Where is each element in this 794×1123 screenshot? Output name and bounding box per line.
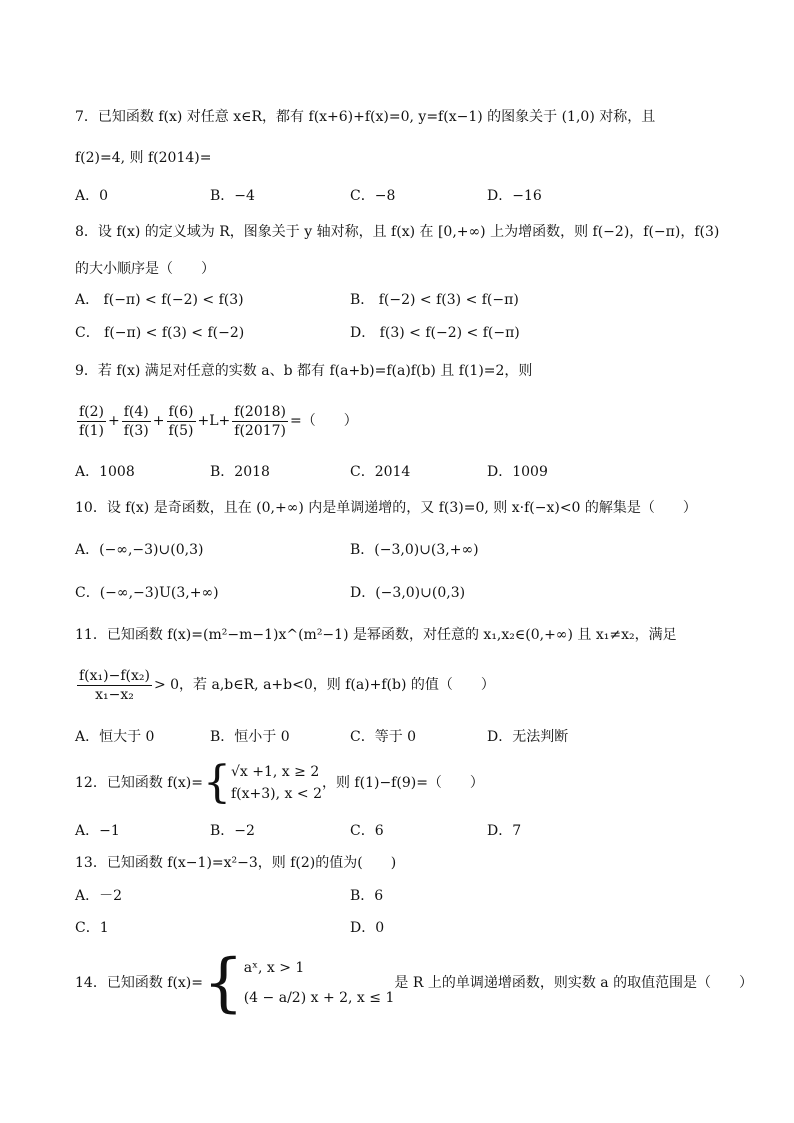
q11-option-a: A．恒大于 0	[75, 729, 155, 745]
q9-option-b: B．2018	[210, 464, 270, 480]
q9-fraction-sum: $\frac{f(2)}{f(1)}$ + $\frac{f(4)}{f(3)}$ + $\frac{f(6)}{f(5)}$ +L+ $\frac{f(2018)}{f(2017)}$ =（ ）	[79, 403, 358, 439]
q9-stem-line1: 9．若 f(x) 满足对任意的实数 a、b 都有 f(a+b)=f(a)f(b) 且 f(1)=2，则	[75, 363, 533, 379]
q14-stem: 14．已知函数 f(x)={ aˣ, x > 1 (4 − a/2) x + 2, x ≤ 1 是 R 上的单调递增函数，则实数 a 的取值范围是（ ）	[75, 946, 754, 1020]
q9-option-d: D．1009	[487, 464, 548, 480]
q10-stem: 10．设 f(x) 是奇函数，且在 (0,+∞) 内是单调递增的，又 f(3)=0, 则 x·f(−x)<0 的解集是（ ）	[75, 500, 697, 516]
q12-option-d: D．7	[487, 823, 522, 839]
q10-option-b: B．(−3,0)∪(3,+∞)	[350, 542, 479, 558]
q13-option-c: C．1	[75, 920, 109, 936]
q12-stem: 12．已知函数 f(x)={ √x +1, x ≥ 2 f(x+3), x < 2 ，则 f(1)−f(9)=（ ）	[75, 757, 484, 808]
q8-option-d: D． f(3) < f(−2) < f(−π)	[350, 325, 520, 341]
q11-option-d: D．无法判断	[487, 729, 569, 745]
q13-option-a: A．－2	[75, 888, 123, 904]
q11-frac: $\frac{\text{f(x₁)−f(x₂)}}{\text{x₁−x₂}}$	[79, 667, 150, 703]
q7-stem-line1: 7．已知函数 f(x) 对任意 x∈R，都有 f(x+6)+f(x)=0, y=f(x−1) 的图象关于 (1,0) 对称，且	[75, 109, 656, 125]
q13-stem: 13．已知函数 f(x−1)=x²−3，则 f(2)的值为( )	[75, 855, 397, 871]
q8-option-a: A． f(−π) < f(−2) < f(3)	[75, 292, 244, 308]
q9-option-a: A．1008	[75, 464, 135, 480]
q12-piecewise: { √x +1, x ≥ 2 f(x+3), x < 2	[203, 757, 322, 808]
q8-stem-line2: 的大小顺序是（ ）	[75, 261, 215, 277]
q7-option-b: B．−4	[210, 188, 255, 204]
q11-tail: > 0，若 a,b∈R, a+b<0，则 f(a)+f(b) 的值（ ）	[153, 677, 495, 693]
q12-option-c: C．6	[350, 823, 384, 839]
q8-option-b: B． f(−2) < f(3) < f(−π)	[350, 292, 519, 308]
q9-frac-4: $\frac{f(2018)}{f(2017)}$	[234, 403, 287, 439]
q13-option-d: D．0	[350, 920, 385, 936]
q9-ellipsis: L	[209, 413, 219, 429]
q7-option-a: A．0	[75, 188, 109, 204]
q9-option-c: C．2014	[350, 464, 411, 480]
q10-option-d: D．(−3,0)∪(0,3)	[350, 585, 466, 601]
q14-piecewise: { aˣ, x > 1 (4 − a/2) x + 2, x ≤ 1	[203, 946, 395, 1020]
q9-frac-3: $\frac{f(6)}{f(5)}$	[168, 403, 194, 439]
q11-option-c: C．等于 0	[350, 729, 417, 745]
q9-frac-1: $\frac{f(2)}{f(1)}$	[79, 403, 105, 439]
q10-option-a: A．(−∞,−3)∪(0,3)	[75, 542, 204, 558]
q11-stem-line1: 11．已知函数 f(x)=(m²−m−1)x^(m²−1) 是幂函数，对任意的 x₁,x₂∈(0,+∞) 且 x₁≠x₂，满足	[75, 627, 677, 643]
q13-option-b: B．6	[350, 888, 384, 904]
q8-option-c: C． f(−π) < f(3) < f(−2)	[75, 325, 245, 341]
q7-stem-line2: f(2)=4, 则 f(2014)=	[75, 150, 212, 166]
q12-option-b: B．−2	[210, 823, 255, 839]
q7-option-d: D．−16	[487, 188, 542, 204]
q9-frac-2: $\frac{f(4)}{f(3)}$	[123, 403, 149, 439]
q9-tail: =（ ）	[290, 413, 358, 429]
q11-stem-line2	[75, 666, 495, 704]
q8-stem-line1: 8．设 f(x) 的定义域为 R，图象关于 y 轴对称，且 f(x) 在 [0,+∞) 上为增函数，则 f(−2)，f(−π)，f(3)	[75, 224, 720, 240]
q11-option-b: B．恒小于 0	[210, 729, 290, 745]
q12-option-a: A．−1	[75, 823, 120, 839]
q10-option-c: C．(−∞,−3)U(3,+∞)	[75, 585, 219, 601]
q7-option-c: C．−8	[350, 188, 396, 204]
